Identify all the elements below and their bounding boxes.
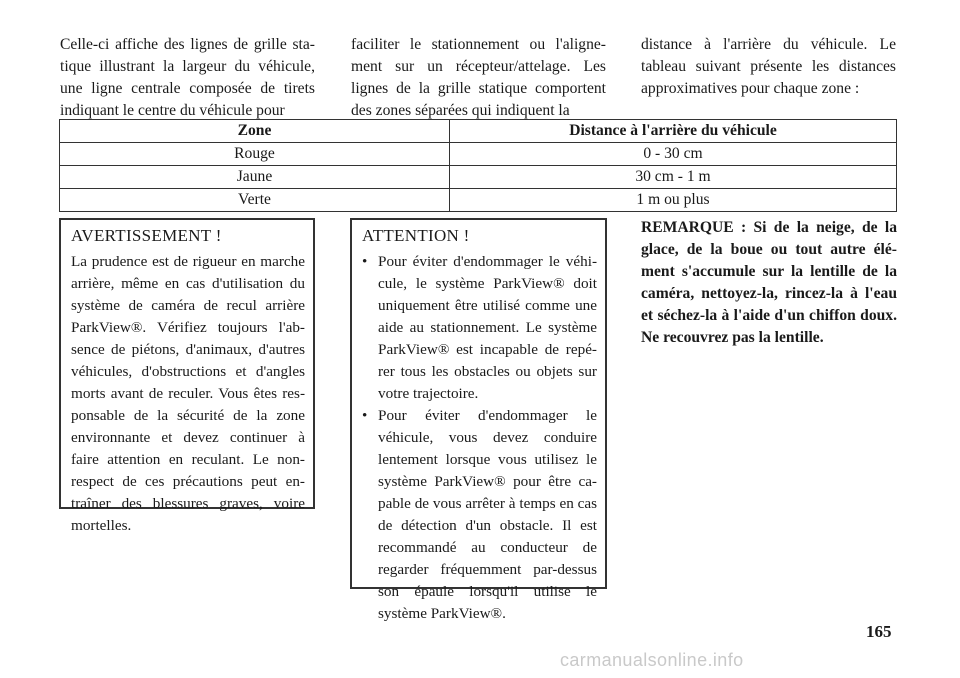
bullet-icon: • [362, 253, 368, 270]
table-cell-zone: Rouge [60, 143, 450, 166]
intro-column-3: distance à l'arrière du véhicule. Le tableau suivant présente les distances approximatives pour chaque zone : [641, 36, 896, 97]
table-row [60, 189, 897, 212]
watermark: carmanualsonline.info [560, 650, 744, 670]
attention-item-text: Pour éviter d'endommager le véhi-cule, le système ParkView® doit uniquement être utilisé comme une aide au stationnement. Le système ParkView® est incapable de repé-rer tous les obstacles ou objets sur votre trajectoire. [378, 253, 597, 402]
intro-column-1: Celle-ci affiche des lignes de grille sta-tique illustrant la largeur du véhicule, une ligne centrale composée de tirets indiquant le centre du véhicule pour [60, 36, 315, 119]
warning-text: La prudence est de rigueur en marche arrière, même en cas d'utilisation du système de caméra de recul arrière ParkView®. Vérifiez toujours l'ab-sence de piétons, d'animaux, d'autres véhicules, d'obstructions et d'angles morts avant de reculer. Vous êtes res-ponsable de la sécurité de la zone environnante et devez continuer à faire attention en reculant. Le non-respect de ces précautions peut en-traîner des blessures graves, voire mortelles. [71, 253, 305, 534]
table-header-distance: Distance à l'arrière du véhicule [450, 120, 897, 143]
table-cell-zone: Verte [60, 189, 450, 212]
table-row [60, 166, 897, 189]
table-cell-zone: Jaune [60, 166, 450, 189]
table-header-zone: Zone [60, 120, 450, 143]
table-cell-distance: 0 - 30 cm [450, 143, 897, 166]
table-row [60, 143, 897, 166]
intro-column-2: faciliter le stationnement ou l'aligne-ment sur un récepteur/attelage. Les lignes de la grille statique comportent des zones séparées qui indiquent la [351, 36, 606, 119]
table-cell-distance: 1 m ou plus [450, 189, 897, 212]
warning-title: AVERTISSEMENT ! [71, 226, 222, 245]
table-cell-distance: 30 cm - 1 m [450, 166, 897, 189]
page-number: 165 [866, 622, 892, 641]
remark-note: REMARQUE : Si de la neige, de la glace, de la boue ou tout autre élé-ment s'accumule sur la lentille de la caméra, nettoyez-la, rincez-la à l'eau et séchez-la à l'aide d'un chiffon doux. Ne recouvrez pas la lentille. [641, 219, 897, 346]
table-header-row [60, 120, 897, 143]
warning-box [59, 218, 315, 534]
attention-box [350, 218, 607, 622]
attention-title: ATTENTION ! [362, 226, 470, 245]
bullet-icon: • [362, 407, 368, 424]
zone-distance-table [59, 119, 897, 212]
attention-item [362, 405, 597, 625]
attention-item-text: Pour éviter d'endommager le véhicule, vous devez conduire lentement lorsque vous utilisez le système ParkView® pour être ca-pable de vous arrêter à temps en cas de détection d'un obstacle. Il est recommandé au conducteur de regarder fréquemment par-dessus son épaule lorsqu'il utilise le système ParkView®. [378, 407, 597, 622]
attention-item [362, 251, 597, 405]
attention-list [362, 251, 597, 625]
